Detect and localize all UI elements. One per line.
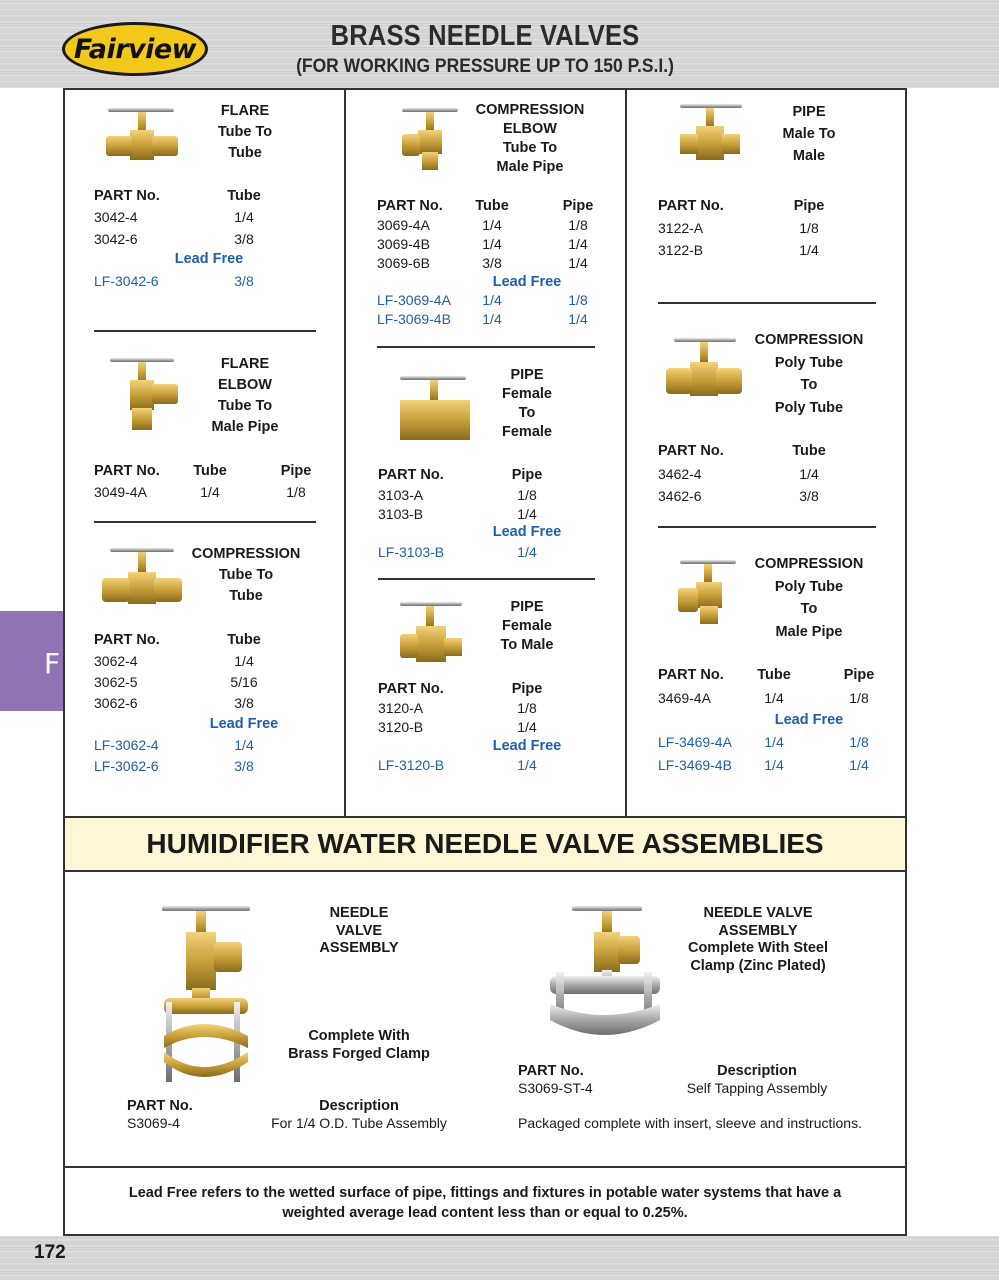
- divider: [94, 330, 316, 332]
- compression-valve-image: [100, 544, 184, 614]
- tube-size: 1/4: [764, 734, 784, 750]
- needle-valve-assembly-image: [156, 902, 256, 1088]
- part-number: 3062-6: [94, 695, 138, 711]
- part-number: 3120-A: [378, 700, 424, 716]
- pipe-size: 1/8: [849, 734, 869, 750]
- col-header-tube: Tube: [475, 198, 509, 214]
- pipe-size: 1/4: [799, 242, 819, 258]
- divider: [94, 521, 316, 523]
- lf-part-number: LF-3469-4A: [658, 734, 732, 750]
- pipe-size: 1/4: [568, 255, 588, 271]
- needle-valve-assembly-header: NEEDLE VALVE ASSEMBLY: [319, 905, 399, 956]
- fairview-logo: Fairview: [62, 22, 208, 76]
- part-number: S3069-ST-4: [518, 1080, 593, 1096]
- pipe-size: 1/8: [568, 292, 588, 308]
- col-header-part: PART No.: [658, 443, 724, 459]
- col-header-part: PART No.: [377, 198, 443, 214]
- part-number: 3122-B: [658, 242, 704, 258]
- part-number: 3062-5: [94, 674, 138, 690]
- lead-free-label: Lead Free: [174, 251, 244, 267]
- tube-size: 3/8: [234, 695, 254, 711]
- part-number: 3069-6B: [377, 255, 430, 271]
- part-description: For 1/4 O.D. Tube Assembly: [271, 1115, 447, 1131]
- section-divider: [63, 1166, 907, 1168]
- col-header-part: PART No.: [378, 467, 444, 483]
- part-number: 3103-A: [378, 487, 424, 503]
- tube-size: 1/4: [482, 311, 502, 327]
- divider: [378, 578, 595, 580]
- lf-part-number: LF-3069-4A: [377, 292, 451, 308]
- page-subtitle: (FOR WORKING PRESSURE UP TO 150 P.S.I.): [296, 56, 674, 77]
- lead-free-label: Lead Free: [492, 274, 562, 290]
- lf-part-number: LF-3120-B: [378, 757, 445, 773]
- lf-part-number: LF-3062-6: [94, 758, 159, 774]
- compression-poly-valve-image: [664, 334, 744, 404]
- tube-size: 1/4: [482, 236, 502, 252]
- col-header-tube: Tube: [757, 667, 791, 683]
- column-divider: [344, 88, 346, 816]
- part-number: 3069-4B: [377, 236, 430, 252]
- page-number: 172: [34, 1242, 66, 1263]
- col-header-tube: Tube: [193, 463, 227, 479]
- tube-size: 1/4: [234, 209, 254, 225]
- part-number: 3122-A: [658, 220, 704, 236]
- flare-elbow-header: FLARE ELBOW Tube To Male Pipe: [211, 356, 279, 435]
- pipe-female-male-valve-image: [396, 598, 468, 670]
- tube-size: 1/4: [799, 466, 819, 482]
- compression-poly-header: COMPRESSION Poly Tube To Poly Tube: [754, 332, 864, 416]
- part-number: 3103-B: [378, 506, 424, 522]
- pipe-size: 1/8: [849, 690, 869, 706]
- lf-part-number: LF-3042-6: [94, 273, 159, 289]
- page-title: BRASS NEEDLE VALVES: [330, 20, 640, 52]
- lf-part-number: LF-3469-4B: [658, 757, 732, 773]
- compression-poly-male-header: COMPRESSION Poly Tube To Male Pipe: [754, 556, 864, 640]
- part-number: 3120-B: [378, 719, 424, 735]
- pipe-size: 1/8: [517, 487, 537, 503]
- col-header-part: PART No.: [94, 463, 160, 479]
- tube-size: 3/8: [482, 255, 502, 271]
- brass-clamp-note: Complete With Brass Forged Clamp: [288, 1028, 430, 1062]
- lead-free-label: Lead Free: [492, 738, 562, 754]
- part-number: 3469-4A: [658, 690, 711, 706]
- tube-size: 1/4: [234, 653, 254, 669]
- lf-part-number: LF-3103-B: [378, 544, 445, 560]
- compression-elbow-valve-image: [398, 104, 462, 174]
- column-divider: [625, 88, 627, 816]
- part-number: 3049-4A: [94, 484, 147, 500]
- part-number: S3069-4: [127, 1115, 180, 1131]
- compression-elbow-header: COMPRESSION ELBOW Tube To Male Pipe: [475, 102, 585, 175]
- part-number: 3042-4: [94, 209, 138, 225]
- col-header-tube: Tube: [792, 443, 826, 459]
- pipe-size: 1/4: [517, 719, 537, 735]
- col-header-description: Description: [319, 1098, 399, 1114]
- col-header-part: PART No.: [378, 681, 444, 697]
- pipe-size: 1/8: [799, 220, 819, 236]
- footer-metal-band: [0, 1236, 999, 1280]
- tube-size: 1/4: [482, 292, 502, 308]
- divider: [377, 346, 595, 348]
- col-header-part: PART No.: [127, 1098, 193, 1114]
- part-number: 3062-4: [94, 653, 138, 669]
- col-header-part: PART No.: [94, 632, 160, 648]
- tube-size: 3/8: [799, 488, 819, 504]
- col-header-part: PART No.: [658, 667, 724, 683]
- col-header-pipe: Pipe: [511, 681, 543, 697]
- tube-size: 3/8: [234, 273, 254, 289]
- pipe-female-female-valve-image: [396, 372, 474, 444]
- pipe-size: 1/4: [517, 757, 537, 773]
- lead-free-label: Lead Free: [209, 716, 279, 732]
- col-header-pipe: Pipe: [793, 198, 825, 214]
- pipe-size: 1/4: [568, 236, 588, 252]
- divider: [658, 526, 876, 528]
- packaging-note: Packaged complete with insert, sleeve and instructions.: [518, 1115, 862, 1131]
- pipe-male-male-header: PIPE Male To Male: [782, 104, 836, 164]
- col-header-part: PART No.: [94, 188, 160, 204]
- section-tab[interactable]: F: [0, 611, 63, 711]
- compression-header: COMPRESSION Tube To Tube: [191, 546, 301, 604]
- col-header-pipe: Pipe: [843, 667, 875, 683]
- lead-free-footnote: Lead Free refers to the wetted surface of pipe, fittings and fixtures in potable water systems that have a weighted average lead content less than or equal to 0.25%.: [128, 1185, 842, 1221]
- col-header-pipe: Pipe: [562, 198, 594, 214]
- col-header-description: Description: [717, 1063, 797, 1079]
- tube-size: 1/4: [764, 690, 784, 706]
- lead-free-label: Lead Free: [774, 712, 844, 728]
- pipe-size: 1/4: [517, 544, 537, 560]
- tube-size: 1/4: [234, 737, 254, 753]
- col-header-part: PART No.: [518, 1063, 584, 1079]
- pipe-size: 1/8: [286, 484, 306, 500]
- flare-elbow-valve-image: [104, 354, 184, 434]
- col-header-tube: Tube: [227, 632, 261, 648]
- part-number: 3462-6: [658, 488, 702, 504]
- col-header-part: PART No.: [658, 198, 724, 214]
- section-divider: [63, 870, 907, 872]
- pipe-size: 1/8: [517, 700, 537, 716]
- col-header-pipe: Pipe: [511, 467, 543, 483]
- lf-part-number: LF-3062-4: [94, 737, 159, 753]
- flare-valve-image: [102, 104, 182, 168]
- part-description: Self Tapping Assembly: [686, 1080, 828, 1096]
- pipe-size: 1/4: [517, 506, 537, 522]
- part-number: 3042-6: [94, 231, 138, 247]
- tube-size: 3/8: [234, 758, 254, 774]
- part-number: 3462-4: [658, 466, 702, 482]
- pipe-size: 1/4: [849, 757, 869, 773]
- pipe-size: 1/4: [568, 311, 588, 327]
- pipe-male-male-valve-image: [676, 100, 746, 166]
- humidifier-title: HUMIDIFIER WATER NEEDLE VALVE ASSEMBLIES: [146, 828, 824, 859]
- flare-header: FLARE Tube To Tube: [217, 103, 273, 161]
- pipe-size: 1/8: [568, 217, 588, 233]
- pipe-female-male-header: PIPE Female To Male: [500, 599, 554, 653]
- divider: [658, 302, 876, 304]
- tube-size: 5/16: [230, 674, 258, 690]
- col-header-tube: Tube: [227, 188, 261, 204]
- steel-clamp-assembly-image: [544, 902, 664, 1052]
- lf-part-number: LF-3069-4B: [377, 311, 451, 327]
- compression-poly-male-valve-image: [674, 556, 744, 626]
- lead-free-label: Lead Free: [492, 524, 562, 540]
- tube-size: 1/4: [482, 217, 502, 233]
- pipe-female-female-header: PIPE Female To Female: [502, 367, 552, 440]
- tube-size: 3/8: [234, 231, 254, 247]
- tube-size: 1/4: [200, 484, 220, 500]
- tube-size: 1/4: [764, 757, 784, 773]
- steel-clamp-assembly-header: NEEDLE VALVE ASSEMBLY Complete With Steel Clamp (Zinc Plated): [687, 905, 829, 974]
- part-number: 3069-4A: [377, 217, 430, 233]
- col-header-pipe: Pipe: [280, 463, 312, 479]
